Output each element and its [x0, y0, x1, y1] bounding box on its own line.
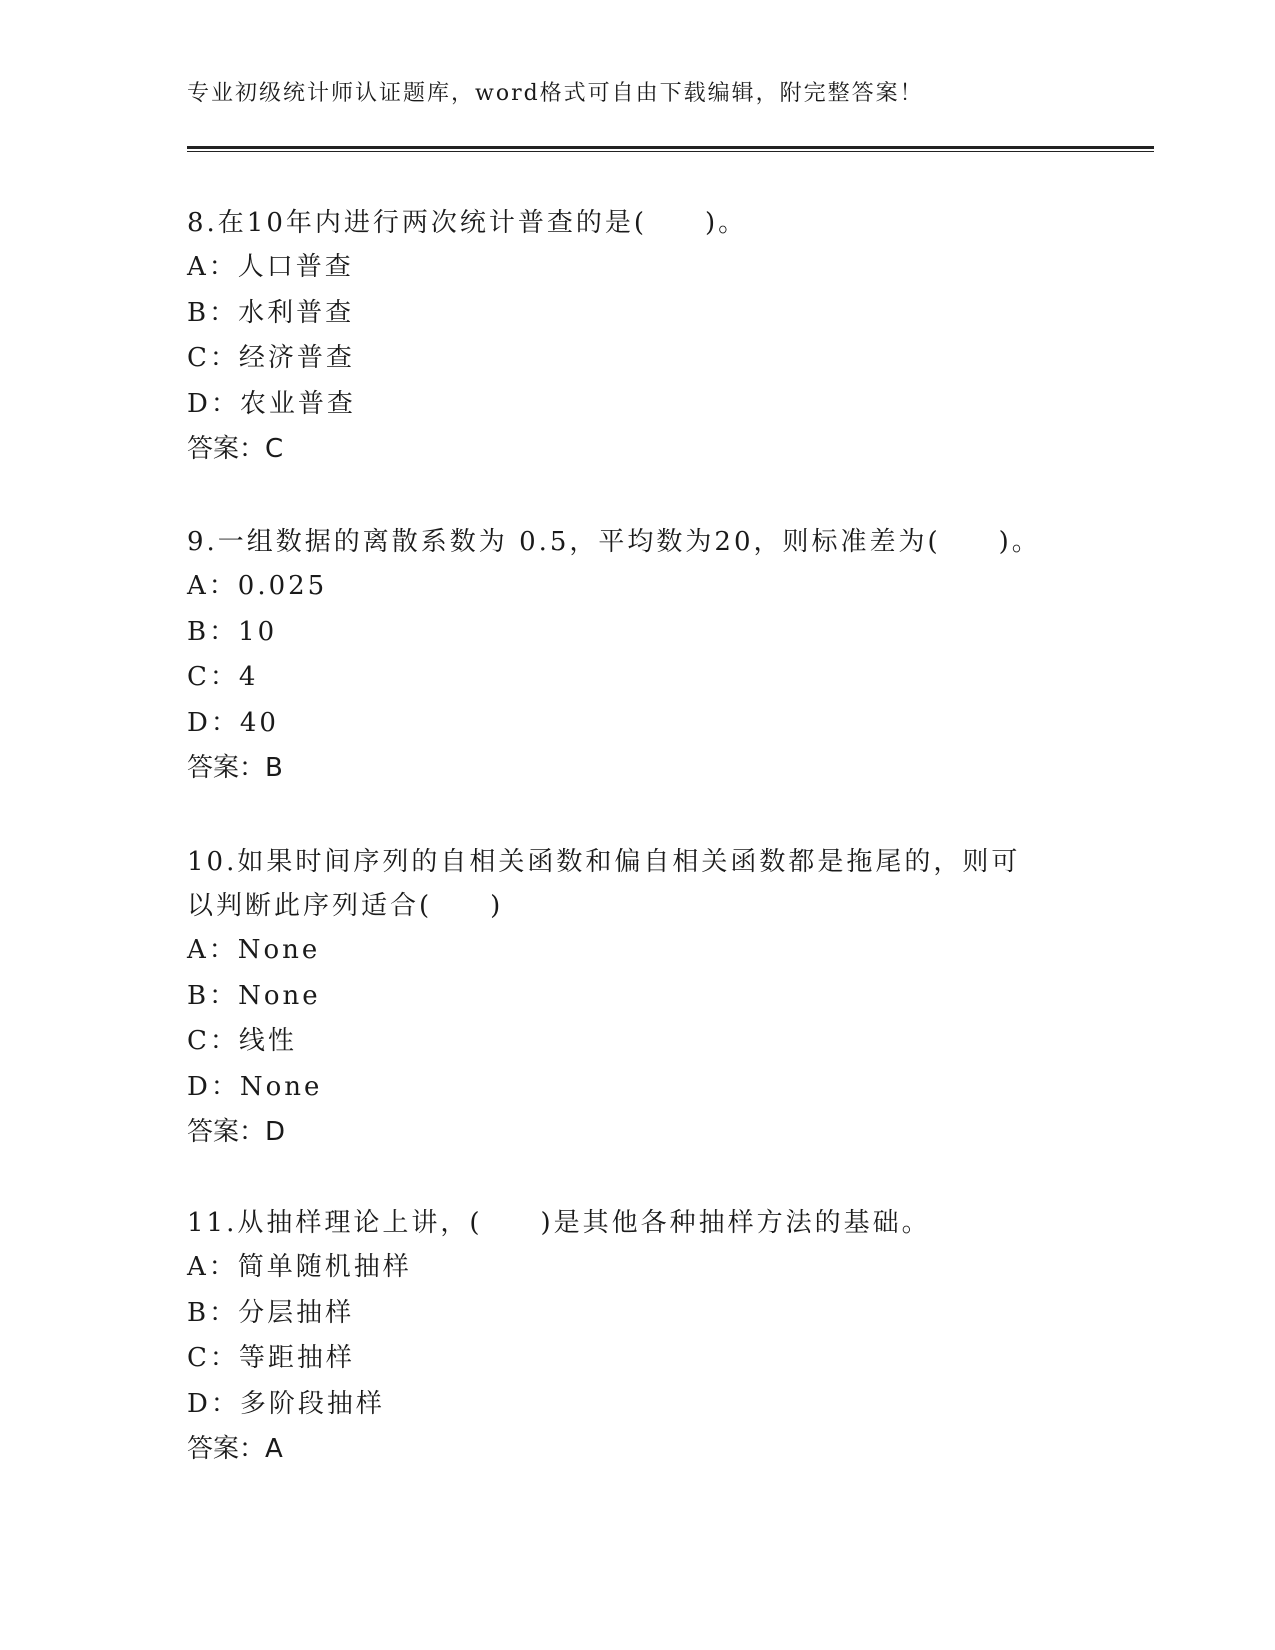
question-stem: 9.一组数据的离散系数为 0.5，平均数为20，则标准差为( )。 — [187, 527, 1041, 557]
option-c: C：4 — [187, 662, 259, 692]
answer: 答案：B — [187, 753, 283, 783]
answer: 答案：D — [187, 1117, 286, 1147]
option-d: D：None — [187, 1071, 323, 1102]
question-stem: 11.从抽样理论上讲，( )是其他各种抽样方法的基础。 — [187, 1208, 931, 1238]
option-b: B：10 — [187, 616, 278, 647]
option-d: D：农业普查 — [187, 388, 356, 419]
option-b: B：None — [187, 980, 321, 1011]
page-header: 专业初级统计师认证题库，word格式可自由下载编辑，附完整答案！ — [187, 81, 924, 106]
option-b: B：分层抽样 — [187, 1297, 355, 1328]
option-a: A：简单随机抽样 — [187, 1252, 412, 1282]
option-a: A：人口普查 — [187, 252, 354, 282]
option-b: B：水利普查 — [187, 297, 355, 328]
question-10 — [187, 840, 1087, 1156]
header-divider — [187, 146, 1154, 152]
question-9 — [187, 520, 1087, 792]
answer: 答案：A — [187, 1434, 283, 1464]
option-d: D：多阶段抽样 — [187, 1388, 385, 1419]
option-c: C：经济普查 — [187, 343, 355, 373]
question-11 — [187, 1201, 1087, 1473]
option-c: C：线性 — [187, 1026, 297, 1056]
question-8 — [187, 201, 1087, 473]
option-a: A：None — [187, 935, 321, 965]
option-d: D：40 — [187, 707, 279, 738]
question-stem: 8.在10年内进行两次统计普查的是( )。 — [187, 208, 748, 238]
question-stem: 10.如果时间序列的自相关函数和偏自相关函数都是拖尾的，则可以判断此序列适合( ) — [187, 847, 1021, 921]
option-a: A：0.025 — [187, 571, 328, 601]
option-c: C：等距抽样 — [187, 1343, 355, 1373]
answer: 答案：C — [187, 434, 284, 464]
